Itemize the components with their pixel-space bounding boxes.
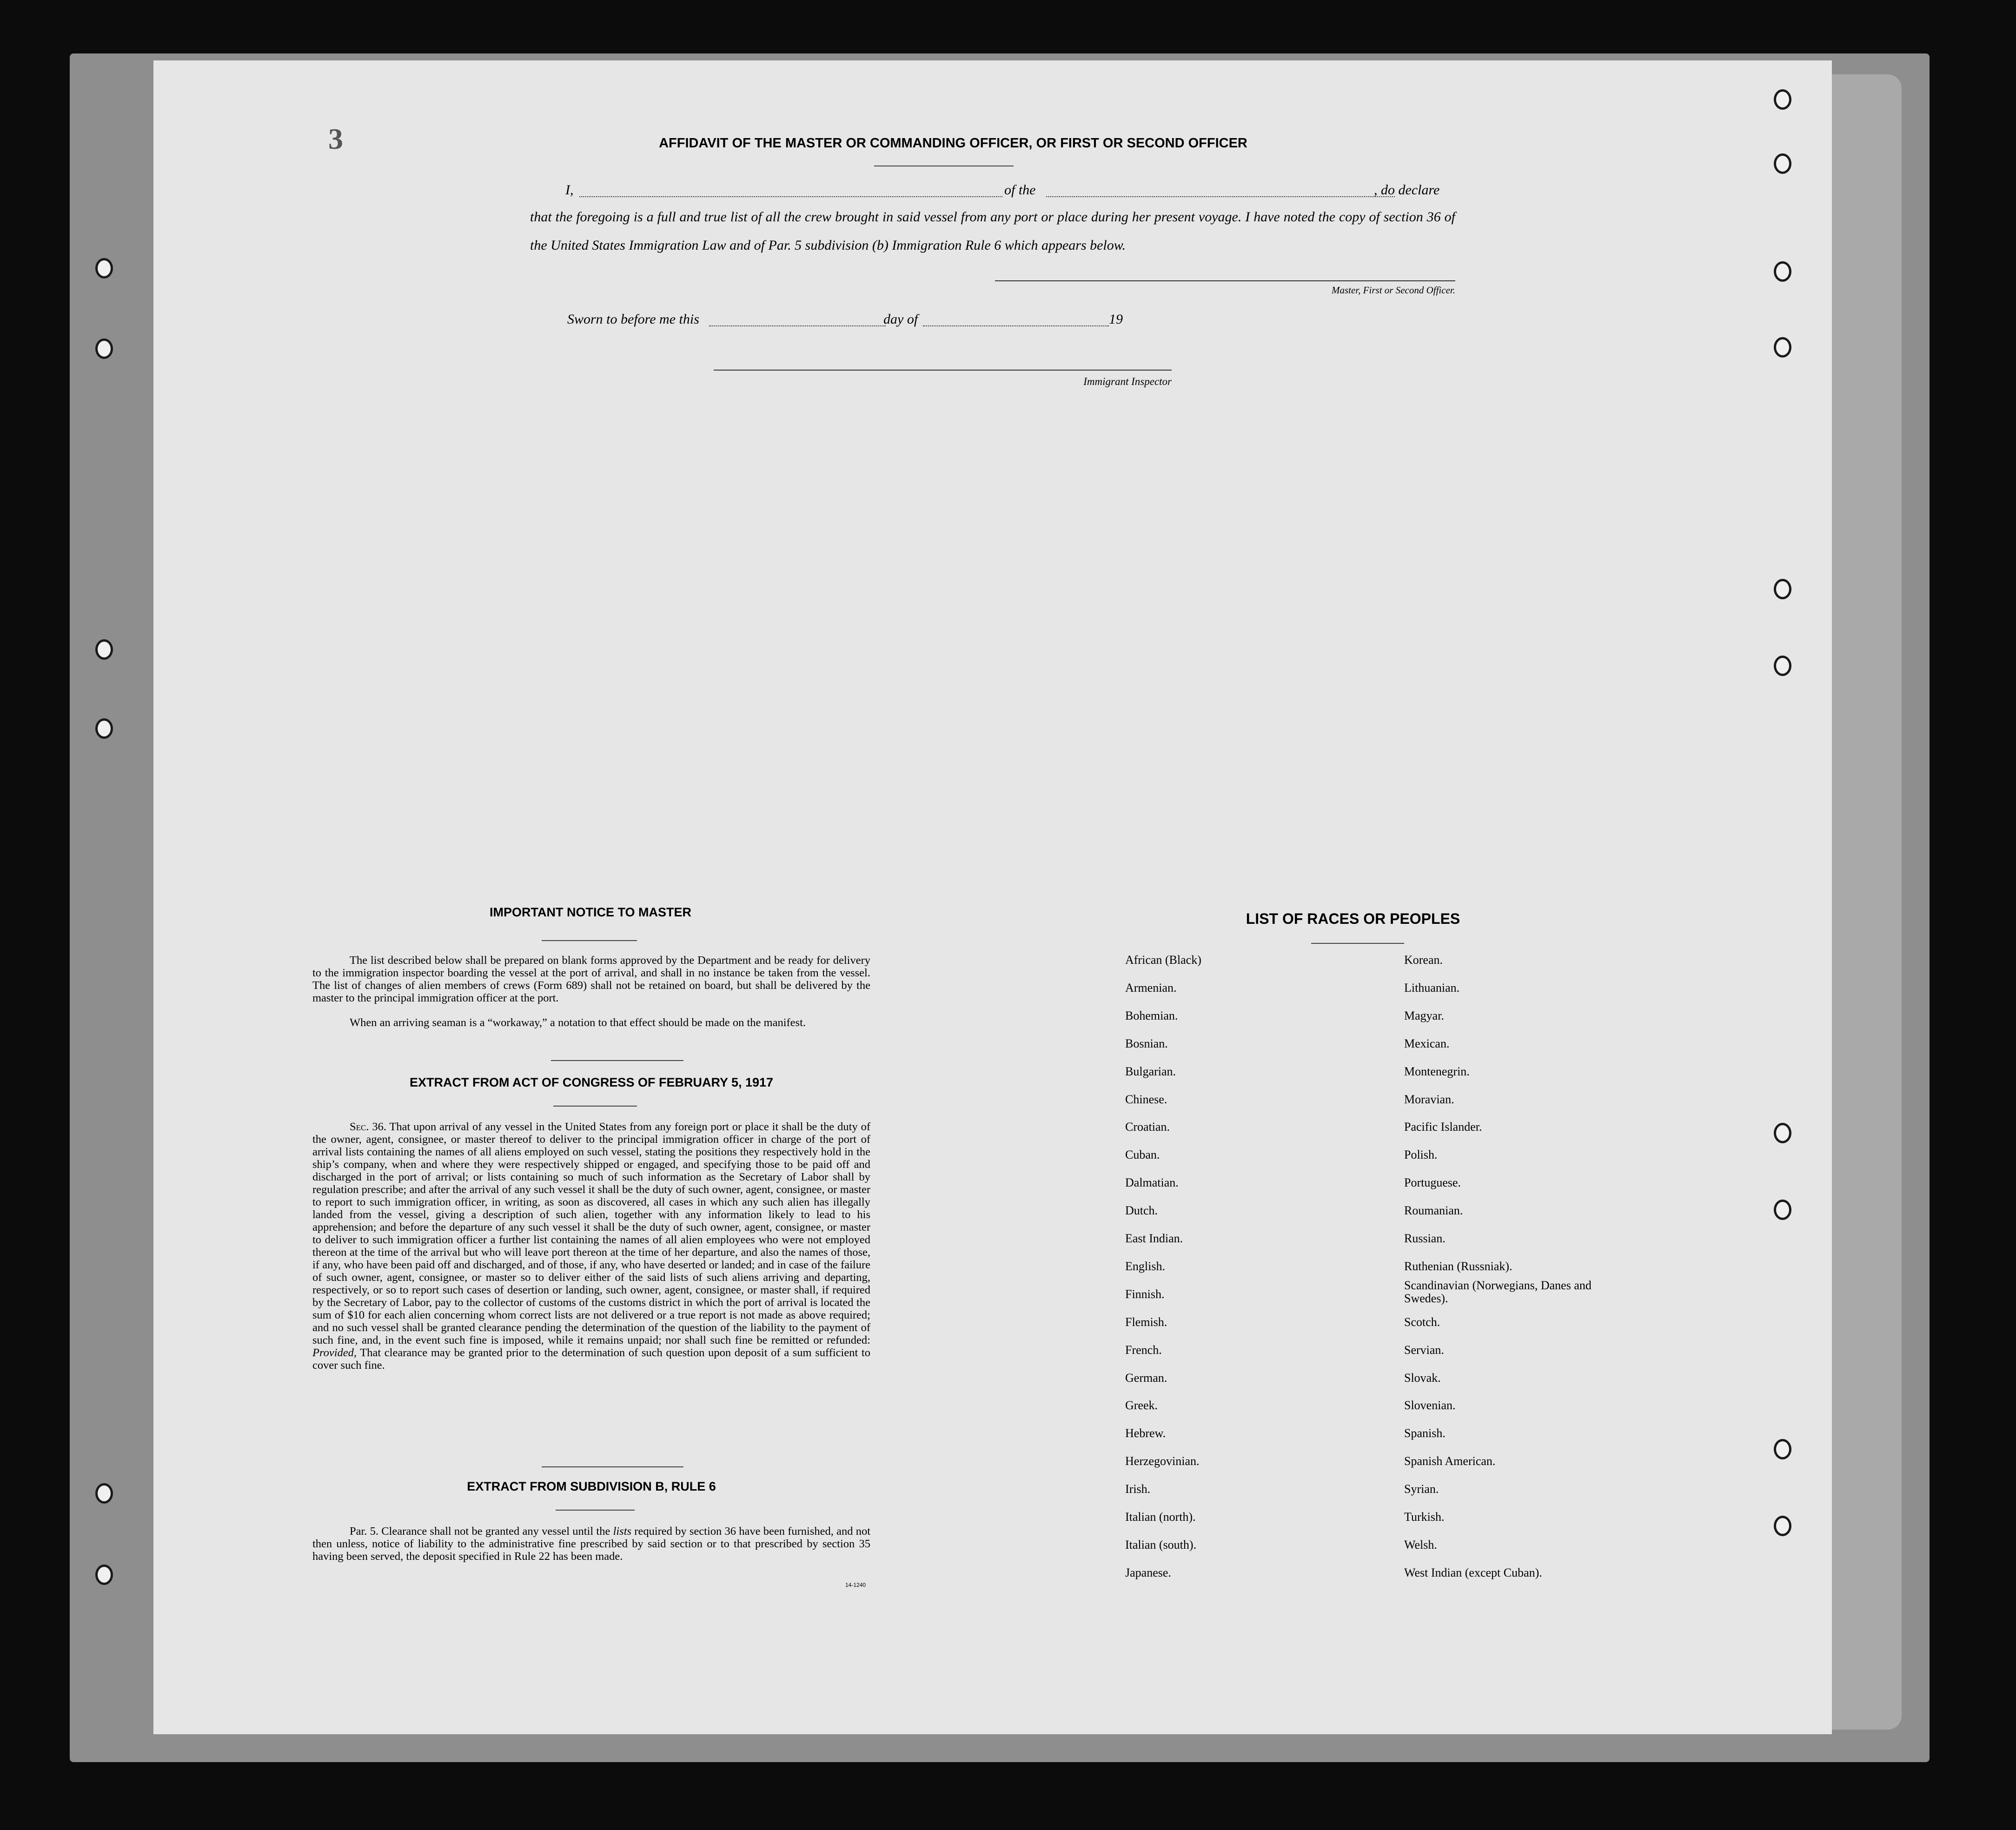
right-race-item: Portuguese.: [1404, 1176, 1461, 1190]
binder-hole-right-5: [1774, 579, 1791, 599]
master-signature-line[interactable]: [995, 280, 1455, 281]
binder-hole-left-2: [95, 338, 113, 359]
left-race-item: German.: [1125, 1371, 1167, 1385]
binder-hole-right-2: [1774, 153, 1791, 174]
master-signature-caption: Master, First or Second Officer.: [1332, 285, 1455, 296]
affidavit-declaration-line: [530, 182, 1455, 201]
right-race-item: Polish.: [1404, 1148, 1438, 1162]
rule-title-rule: [556, 1510, 635, 1511]
left-race-item: Dalmatian.: [1125, 1176, 1179, 1190]
rule-paragraph-5: Par. 5. Clearance shall not be granted any vessel until the lists required by section 36 have been furnished, and not then unless, notice of liability to the administrative fine prescribed by said section or to that prescribed by section 35 having been served, the deposit specified in Rule 22 has been made.: [312, 1525, 871, 1563]
year-prefix-label: 19: [1109, 312, 1123, 327]
rule-section-rule: [542, 1466, 683, 1467]
binder-hole-left-5: [95, 1483, 113, 1504]
binder-hole-right-3: [1774, 261, 1791, 282]
day-of-label: day of: [883, 312, 918, 327]
sworn-line: [567, 312, 1172, 330]
binder-hole-right-10: [1774, 1516, 1791, 1536]
affidavit-i-label: I,: [565, 182, 574, 198]
right-race-item: West Indian (except Cuban).: [1404, 1565, 1542, 1579]
left-race-item: Chinese.: [1125, 1092, 1167, 1106]
sworn-day-field[interactable]: [709, 325, 886, 326]
left-race-item: Croatian.: [1125, 1120, 1170, 1134]
affidavit-title: AFFIDAVIT OF THE MASTER OR COMMANDING OFFICER, OR FIRST OR SECOND OFFICER: [659, 136, 1247, 151]
right-race-item: Montenegrin.: [1404, 1064, 1470, 1078]
affidavit-of-the-label: of the: [1004, 182, 1036, 198]
binder-hole-right-6: [1774, 656, 1791, 676]
left-race-item: Japanese.: [1125, 1565, 1171, 1579]
left-race-item: Cuban.: [1125, 1148, 1160, 1162]
left-race-item: East Indian.: [1125, 1232, 1183, 1245]
affidavit-do-declare-label: , do declare: [1374, 182, 1440, 198]
left-race-item: Hebrew.: [1125, 1426, 1166, 1440]
right-race-item: Pacific Islander.: [1404, 1120, 1482, 1134]
right-race-item: Servian.: [1404, 1343, 1444, 1357]
right-race-item: Ruthenian (Russniak).: [1404, 1259, 1512, 1273]
left-race-item: Finnish.: [1125, 1287, 1165, 1301]
binder-hole-right-1: [1774, 89, 1791, 110]
left-race-item: Bohemian.: [1125, 1008, 1178, 1022]
right-race-item: Slovenian.: [1404, 1399, 1456, 1412]
right-race-item: Roumanian.: [1404, 1204, 1463, 1218]
right-race-item: Spanish American.: [1404, 1454, 1496, 1468]
right-race-item: Turkish.: [1404, 1510, 1445, 1524]
binder-hole-right-8: [1774, 1200, 1791, 1220]
vessel-name-field[interactable]: [1046, 196, 1395, 197]
right-race-item: Slovak.: [1404, 1371, 1441, 1385]
sworn-month-field[interactable]: [923, 325, 1109, 326]
form-code: 14-1240: [845, 1582, 866, 1588]
binder-hole-right-9: [1774, 1439, 1791, 1459]
officer-name-field[interactable]: [579, 196, 1002, 197]
notice-title-rule: [542, 940, 637, 941]
right-race-item: Welsh.: [1404, 1538, 1437, 1552]
binder-hole-left-4: [95, 718, 113, 739]
left-race-item: Italian (south).: [1125, 1538, 1197, 1552]
notice-paragraph-1: The list described below shall be prepared on blank forms approved by the Department and be ready for delivery to the immigration inspector boarding the vessel at the port of arrival, and shall in no instance be taken from the vessel. The list of changes of alien members of crews (Form 689) shall not be retained on board, but shall be delivered by the master to the principal immigration officer at the port.: [312, 954, 870, 1004]
right-race-item: Scotch.: [1404, 1315, 1440, 1329]
left-race-item: English.: [1125, 1259, 1165, 1273]
act-title-rule: [553, 1106, 637, 1107]
binder-hole-right-7: [1774, 1123, 1791, 1143]
left-race-item: African (Black): [1125, 953, 1201, 967]
binder-hole-left-1: [95, 258, 113, 278]
right-race-item: Scandinavian (Norwegians, Danes and Swedes).: [1404, 1278, 1592, 1305]
left-race-item: Bosnian.: [1125, 1036, 1168, 1050]
act-extract-title: EXTRACT FROM ACT OF CONGRESS OF FEBRUARY 5, 1917: [409, 1075, 774, 1089]
act-section-rule: [551, 1060, 683, 1061]
right-race-item: Russian.: [1404, 1232, 1446, 1245]
notice-paragraph-2: When an arriving seaman is a “workaway,” a notation to that effect should be made on the manifest.: [350, 1016, 806, 1029]
left-race-item: Flemish.: [1125, 1315, 1167, 1329]
affidavit-body: that the foregoing is a full and true list of all the crew brought in said vessel from any port or place during her present voyage. I have noted the copy of section 36 of the United States Immigration Law and of Par. 5 subdivision (b) Immigration Rule 6 which appears below.: [530, 209, 1455, 253]
sworn-label: Sworn to before me this: [567, 312, 699, 327]
right-race-item: Lithuanian.: [1404, 981, 1460, 995]
binder-hole-right-4: [1774, 337, 1791, 358]
rule-extract-title: EXTRACT FROM SUBDIVISION B, RULE 6: [467, 1479, 716, 1493]
right-race-item: Syrian.: [1404, 1482, 1439, 1496]
right-race-item: Mexican.: [1404, 1036, 1450, 1050]
races-title-rule: [1311, 943, 1404, 944]
binder-hole-left-6: [95, 1565, 113, 1585]
races-title: LIST OF RACES OR PEOPLES: [1246, 910, 1460, 927]
inspector-caption: Immigrant Inspector: [1083, 376, 1172, 387]
left-race-item: Bulgarian.: [1125, 1064, 1176, 1078]
left-race-item: Greek.: [1125, 1399, 1158, 1412]
act-section-36-text: Sec. 36. That upon arrival of any vessel in the United States from any foreign port or place it shall be the duty of the owner, agent, consignee, or master thereof to deliver to the principal immigration officer in charge of the port of arrival lists containing the names of all aliens employed on such vessel, stating the positions they respectively hold in the ship’s company, when and where they were respectively shipped or engaged, and specifying those to be paid off and discharged in the port of arrival; or lists containing so much of such information as the Secretary of Labor shall by regulation prescribe; and after the arrival of any such vessel it shall be the duty of such owner, agent, consignee, or master to report to such immigration officer, in writing, as soon as discovered, all cases in which any such alien has illegally landed from the vessel, giving a description of such alien, together with any information likely to lead to his apprehension; and before the departure of any such vessel it shall be the duty of such owner, agent, consignee, or master to deliver to such immigration officer a further list containing the names of all alien employees who were not employed thereon at the time of the arrival but who will leave port thereon at the time of her departure, and also the names of those, if any, who have been paid off and discharged, and of those, if any, who have deserted or landed; and in case of the failure of such owner, agent, consignee, or master so to deliver either of the said lists of such aliens arriving and departing, respectively, or so to report such cases of desertion or landing, such owner, agent, consignee, or master shall, if required by the Secretary of Labor, pay to the collector of customs of the customs district in which the port of arrival is located the sum of $10 for each alien concerning whom correct lists are not delivered or a true report is not made as above required; and no such vessel shall be granted clearance pending the determination of the question of the liability to the payment of such fine, and, in the event such fine is imposed, while it remains unpaid; nor shall such fine be remitted or refunded: Provided, That clearance may be granted prior to the determination of such question upon deposit of a sum sufficient to cover such fine.: [312, 1121, 870, 1372]
right-race-item: Spanish.: [1404, 1426, 1446, 1440]
left-race-item: Italian (north).: [1125, 1510, 1196, 1524]
left-race-item: Irish.: [1125, 1482, 1151, 1496]
binder-hole-left-3: [95, 639, 113, 660]
page-number-mark: 3: [328, 122, 343, 155]
act-section-label: Sec. 36.: [350, 1121, 386, 1133]
left-race-item: Dutch.: [1125, 1204, 1158, 1218]
notice-title: IMPORTANT NOTICE TO MASTER: [490, 905, 691, 919]
inspector-signature-line[interactable]: [714, 370, 1172, 371]
right-race-item: Moravian.: [1404, 1092, 1454, 1106]
left-race-item: French.: [1125, 1343, 1162, 1357]
left-race-item: Armenian.: [1125, 981, 1177, 995]
right-race-item: Korean.: [1404, 953, 1443, 967]
right-race-item: Magyar.: [1404, 1008, 1444, 1022]
left-race-item: Herzegovinian.: [1125, 1454, 1200, 1468]
